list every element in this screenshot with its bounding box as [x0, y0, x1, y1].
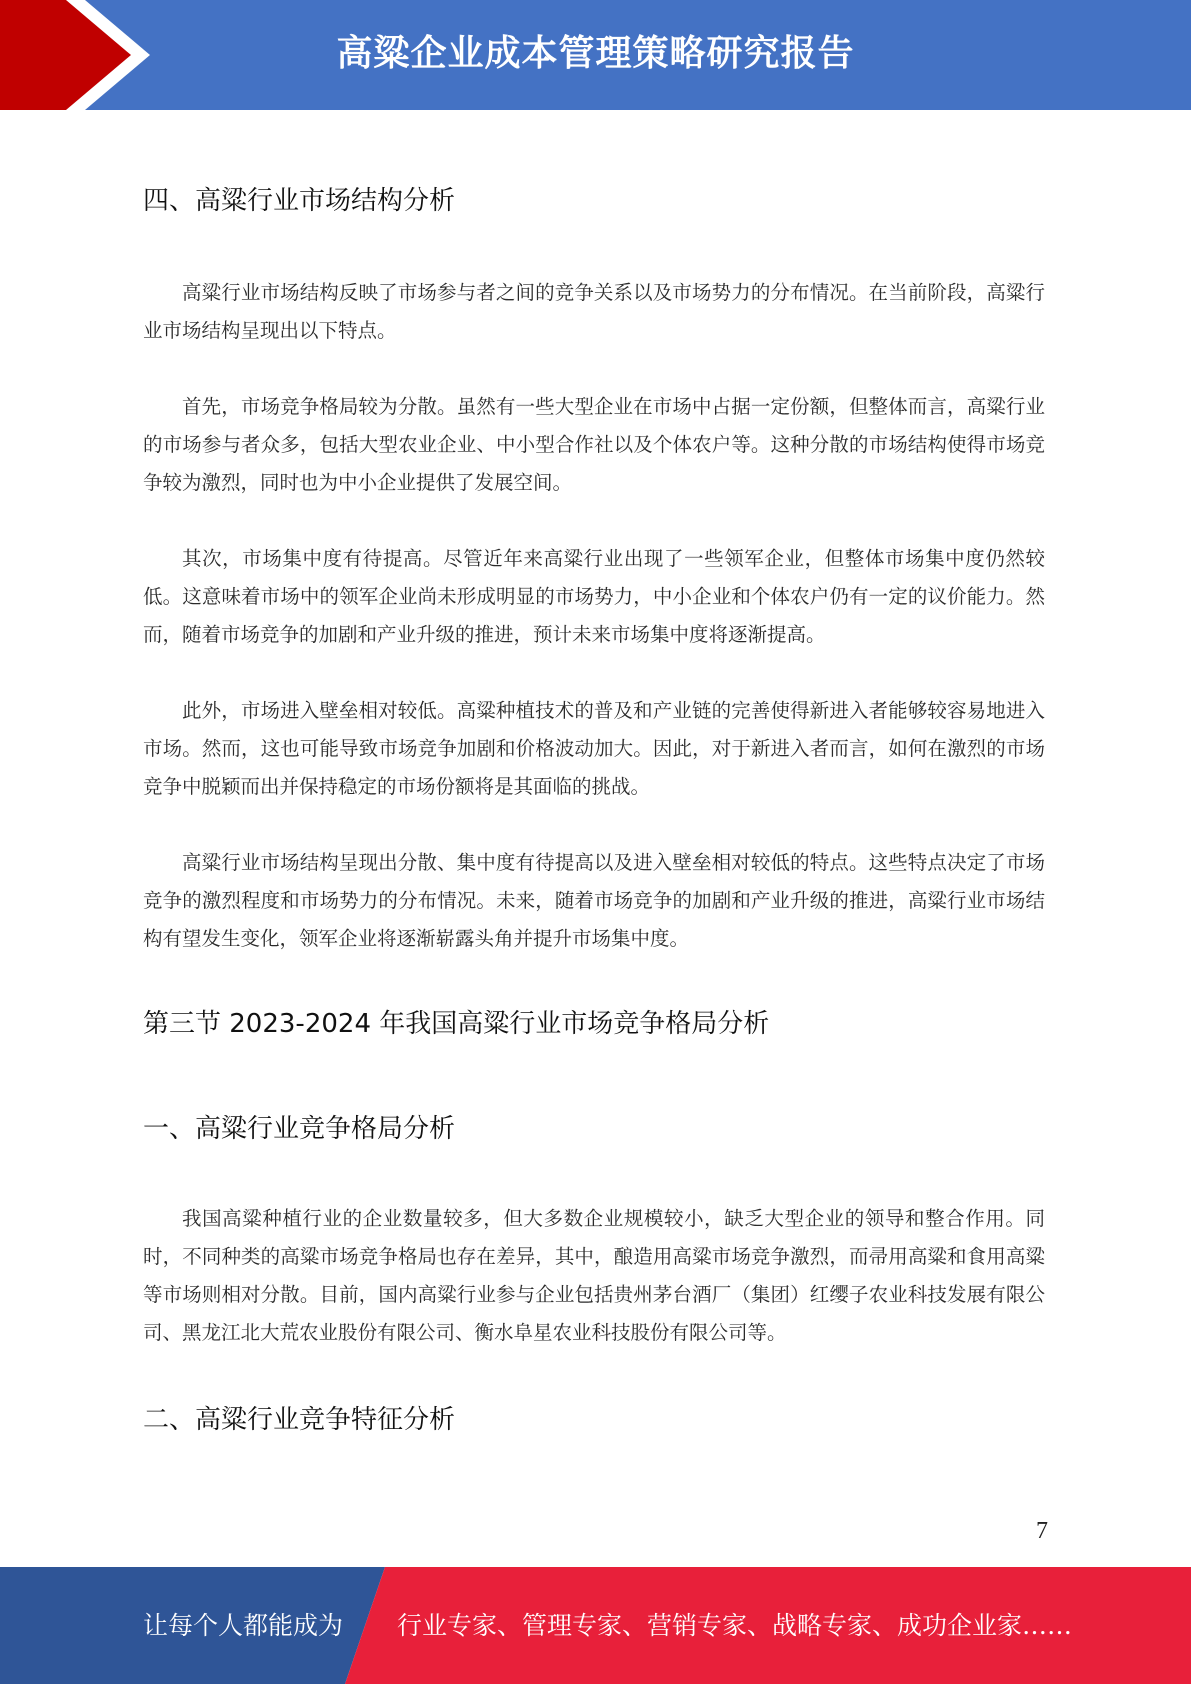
section-heading: 二、高粱行业竞争特征分析 — [143, 1405, 456, 1435]
header-bar — [0, 0, 1191, 110]
paragraph: 高粱行业市场结构反映了市场参与者之间的竞争关系以及市场势力的分布情况。在当前阶段，高粱行业市场结构呈现出以下特点。 — [143, 281, 1045, 342]
section-heading: 四、高粱行业市场结构分析 — [143, 186, 456, 216]
paragraph: 我国高粱种植行业的企业数量较多，但大多数企业规模较小，缺乏大型企业的领导和整合作用。同时，不同种类的高粱市场竞争格局也存在差异，其中，酿造用高粱市场竞争激烈，而帚用高粱和食用高粱等市场则相对分散。目前，国内高粱行业参与企业包括贵州茅台酒厂（集团）红缨子农业科技发展有限公司、黑龙江北大荒农业股份有限公司、衡水阜星农业科技股份有限公司等。 — [143, 1207, 1045, 1344]
report-title: 高粱企业成本管理策略研究报告 — [336, 33, 855, 74]
footer-slogan-left: 让每个人都能成为 — [143, 1611, 344, 1640]
footer-banner — [0, 1567, 1191, 1684]
paragraph: 首先，市场竞争格局较为分散。虽然有一些大型企业在市场中占据一定份额，但整体而言，高粱行业的市场参与者众多，包括大型农业企业、中小型合作社以及个体农户等。这种分散的市场结构使得市场竞争较为激烈，同时也为中小企业提供了发展空间。 — [143, 395, 1045, 494]
page-number: 7 — [1036, 1518, 1048, 1544]
paragraph: 高粱行业市场结构呈现出分散、集中度有待提高以及进入壁垒相对较低的特点。这些特点决定了市场竞争的激烈程度和市场势力的分布情况。未来，随着市场竞争的加剧和产业升级的推进，高粱行业市场结构有望发生变化，领军企业将逐渐崭露头角并提升市场集中度。 — [143, 851, 1045, 950]
chapter-heading: 第三节 2023-2024 年我国高粱行业市场竞争格局分析 — [143, 1009, 770, 1039]
paragraph: 其次，市场集中度有待提高。尽管近年来高粱行业出现了一些领军企业，但整体市场集中度仍然较低。这意味着市场中的领军企业尚未形成明显的市场势力，中小企业和个体农户仍有一定的议价能力。然而，随着市场竞争的加剧和产业升级的推进，预计未来市场集中度将逐渐提高。 — [143, 547, 1045, 646]
footer-slogan-right: 行业专家、管理专家、营销专家、战略专家、成功企业家…… — [397, 1611, 1073, 1640]
section-heading: 一、高粱行业竞争格局分析 — [143, 1114, 456, 1144]
paragraph: 此外，市场进入壁垒相对较低。高粱种植技术的普及和产业链的完善使得新进入者能够较容易地进入市场。然而，这也可能导致市场竞争加剧和价格波动加大。因此，对于新进入者而言，如何在激烈的市场竞争中脱颖而出并保持稳定的市场份额将是其面临的挑战。 — [143, 699, 1045, 798]
